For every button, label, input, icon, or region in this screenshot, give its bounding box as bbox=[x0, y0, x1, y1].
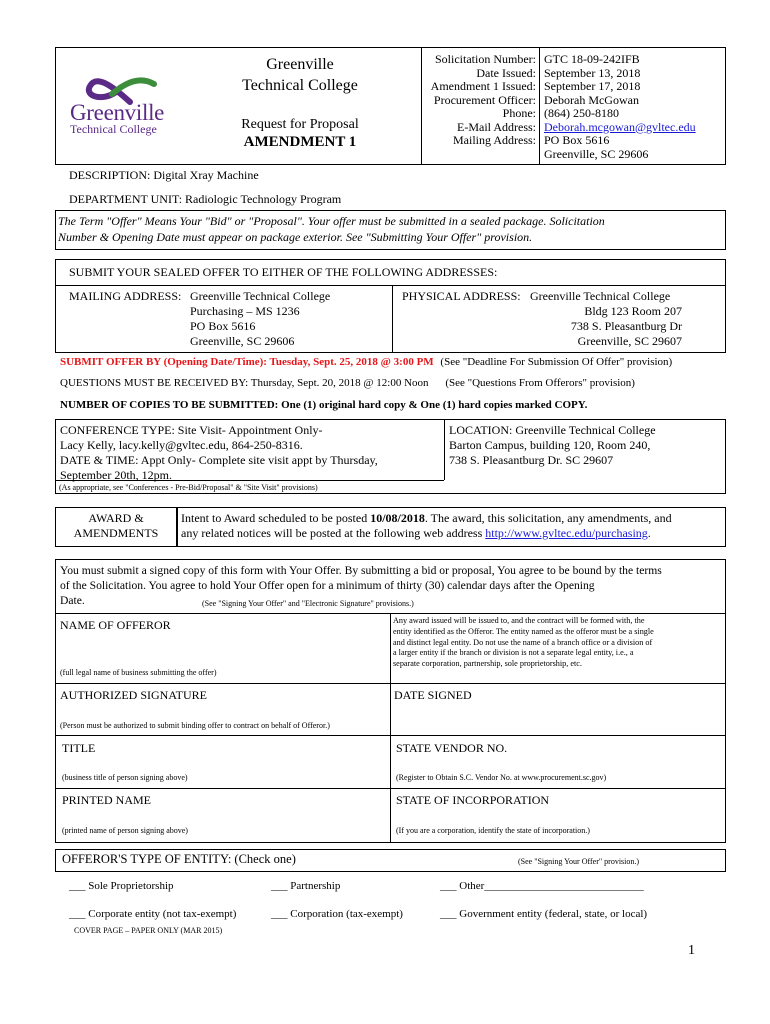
signed-copy-line1: You must submit a signed copy of this form with Your Offer. By submitting a bid or proposal, You agree to be bound by the terms bbox=[60, 564, 662, 577]
label-phone: Phone: bbox=[502, 106, 536, 120]
title-note: (business title of person signing above) bbox=[62, 773, 188, 782]
questions-note: (See "Questions From Offerors" provision) bbox=[445, 377, 635, 389]
award-issue-line: a larger entity if the branch or division is not a separate legal entity, i.e., a bbox=[393, 648, 634, 658]
incorporation-field[interactable]: STATE OF INCORPORATION bbox=[396, 793, 550, 807]
column-divider bbox=[390, 613, 391, 843]
entity-option-partnership[interactable]: ___ Partnership bbox=[271, 880, 341, 892]
printed-name-note: (printed name of person signing above) bbox=[62, 826, 188, 835]
vendor-note: (Register to Obtain S.C. Vendor No. at www.procurement.sc.gov) bbox=[396, 773, 607, 782]
row-divider bbox=[55, 735, 726, 736]
address-divider bbox=[392, 285, 393, 353]
entity-note: (See "Signing Your Offer" provision.) bbox=[518, 857, 640, 866]
label-amendment-issued: Amendment 1 Issued: bbox=[430, 79, 536, 93]
copies-label: NUMBER OF COPIES TO BE SUBMITTED: bbox=[60, 399, 279, 411]
signed-copy-note: (See "Signing Your Offer" and "Electronic Signature" provisions.) bbox=[202, 599, 414, 608]
award-text-end: . bbox=[647, 526, 651, 540]
award-issue-line: entity identified as the Offeror. The entity named as the offeror must be a single bbox=[393, 626, 654, 636]
offeror-name-field[interactable]: NAME OF OFFEROR bbox=[60, 618, 171, 632]
procurement-officer: Deborah McGowan bbox=[544, 92, 639, 107]
award-text-pre: Intent to Award scheduled to be posted bbox=[181, 511, 371, 525]
authorized-signature-field[interactable]: AUTHORIZED SIGNATURE bbox=[60, 688, 207, 702]
offer-note-line2: Number & Opening Date must appear on package exterior. See "Submitting Your Offer" provision. bbox=[58, 230, 533, 244]
label-mailing: Mailing Address: bbox=[453, 133, 536, 147]
email-link[interactable]: Deborah.mcgowan@gvltec.edu bbox=[544, 119, 696, 134]
physical-address bbox=[530, 289, 682, 349]
conference-details bbox=[60, 423, 378, 483]
signed-copy-line2: of the Solicitation. You agree to hold Your Offer open for a minimum of thirty (30) calendar days after the Opening bbox=[60, 579, 595, 592]
entity-option-sole-proprietorship[interactable]: ___ Sole Proprietorship bbox=[69, 880, 174, 892]
award-date: 10/08/2018 bbox=[370, 511, 425, 525]
award-text-line2: any related notices will be posted at the following web address bbox=[181, 526, 486, 540]
logo-text-bottom: Technical College bbox=[70, 122, 157, 136]
incorporation-note: (If you are a corporation, identify the state of incorporation.) bbox=[396, 826, 590, 835]
location-line: 738 S. Pleasantburg Dr. SC 29607 bbox=[449, 453, 614, 467]
logo-text-top: Greenville bbox=[70, 100, 165, 125]
conference-note: (As appropriate, see "Conferences - Pre-Bid/Proposal" & "Site Visit" provisions) bbox=[59, 483, 318, 492]
award-label-line1: AWARD & bbox=[88, 511, 144, 525]
submit-header: SUBMIT YOUR SEALED OFFER TO EITHER OF THE FOLLOWING ADDRESSES: bbox=[69, 265, 498, 279]
questions bbox=[60, 377, 635, 389]
physical-address-line: 738 S. Pleasantburg Dr bbox=[570, 319, 682, 333]
award-label-line2: AMENDMENTS bbox=[73, 526, 159, 540]
mailing-address-line: Greenville, SC 29606 bbox=[190, 334, 295, 348]
label-date-issued: Date Issued: bbox=[476, 65, 536, 80]
submit-by-deadline: SUBMIT OFFER BY (Opening Date/Time): Tuesday, Sept. 25, 2018 @ 3:00 PM bbox=[60, 356, 434, 368]
conference-location bbox=[449, 423, 656, 468]
location-line: LOCATION: Greenville Technical College bbox=[449, 423, 656, 437]
solicitation-values bbox=[544, 53, 724, 161]
entity-option-corporate[interactable]: ___ Corporate entity (not tax-exempt) bbox=[69, 908, 237, 920]
phone: (864) 250-8180 bbox=[544, 106, 619, 120]
physical-address-line: Greenville Technical College bbox=[530, 289, 671, 303]
award-label bbox=[55, 511, 177, 541]
state-vendor-field[interactable]: STATE VENDOR NO. bbox=[396, 741, 508, 755]
college-name-line2: Technical College bbox=[242, 77, 358, 94]
row-divider bbox=[55, 683, 726, 684]
award-text-mid: . The award, this solicitation, any amendments, and bbox=[424, 511, 672, 525]
questions-deadline: QUESTIONS MUST BE RECEIVED BY: Thursday, Sept. 20, 2018 @ 12:00 Noon bbox=[60, 377, 429, 389]
award-text bbox=[181, 511, 672, 541]
date-issued: September 13, 2018 bbox=[544, 65, 641, 80]
offeror-name-note: (full legal name of business submitting the offer) bbox=[60, 668, 217, 677]
location-line: Barton Campus, building 120, Room 240, bbox=[449, 438, 651, 452]
signed-copy-line3: Date. bbox=[60, 594, 85, 607]
solicitation-divider bbox=[539, 47, 540, 165]
entity-header: OFFEROR'S TYPE OF ENTITY: (Check one) bbox=[62, 852, 296, 866]
purchasing-link[interactable]: http://www.gvltec.edu/purchasing bbox=[485, 526, 648, 540]
physical-address-line: Bldg 123 Room 207 bbox=[584, 304, 682, 318]
entity-option-other[interactable]: ___ Other_____________________________ bbox=[440, 880, 644, 892]
mailing-line1: PO Box 5616 bbox=[544, 133, 610, 147]
description: DESCRIPTION: Digital Xray Machine bbox=[69, 168, 259, 182]
mailing-address-line: Greenville Technical College bbox=[190, 289, 331, 303]
award-issue-text bbox=[393, 616, 654, 670]
conference-line: September 20th, 12pm. bbox=[60, 468, 172, 482]
college-name-line1: Greenville bbox=[266, 56, 334, 73]
mailing-address-line: Purchasing – MS 1236 bbox=[190, 304, 300, 318]
submit-divider bbox=[55, 285, 726, 286]
physical-address-line: Greenville, SC 29607 bbox=[577, 334, 682, 348]
copies bbox=[60, 399, 587, 411]
printed-name-field[interactable]: PRINTED NAME bbox=[62, 793, 151, 807]
solicitation-number: GTC 18-09-242IFB bbox=[544, 52, 640, 66]
entity-option-government[interactable]: ___ Government entity (federal, state, or local) bbox=[440, 908, 648, 920]
date-signed-field[interactable]: DATE SIGNED bbox=[394, 688, 472, 702]
award-issue-line: and distinct legal entity. Do not use the name of a branch office or a division of bbox=[393, 637, 653, 647]
solicitation-labels bbox=[424, 53, 536, 148]
amendment-label: AMENDMENT 1 bbox=[243, 134, 357, 150]
mailing-address-line: PO Box 5616 bbox=[190, 319, 256, 333]
title-field[interactable]: TITLE bbox=[62, 741, 96, 755]
award-issue-line: separate corporation, partnership, sole proprietorship, etc. bbox=[393, 659, 582, 669]
submit-by-note: (See "Deadline For Submission Of Offer" provision) bbox=[440, 356, 673, 368]
header-divider bbox=[421, 47, 422, 165]
mailing-address bbox=[190, 289, 330, 349]
copies-value: One (1) original hard copy & One (1) hard copies marked COPY. bbox=[281, 399, 588, 411]
conference-divider bbox=[444, 419, 445, 480]
department: DEPARTMENT UNIT: Radiologic Technology Program bbox=[69, 192, 342, 206]
mailing-line2: Greenville, SC 29606 bbox=[544, 146, 649, 161]
amendment-issued: September 17, 2018 bbox=[544, 79, 641, 93]
rfp-label: Request for Proposal bbox=[241, 117, 359, 132]
offer-note-line1: The Term "Offer" Means Your "Bid" or "Proposal". Your offer must be submitted in a sealed package. Solicitation bbox=[58, 214, 605, 228]
label-procurement-officer: Procurement Officer: bbox=[433, 92, 536, 107]
conference-line: CONFERENCE TYPE: Site Visit- Appointment Only- bbox=[60, 423, 323, 437]
page-number: 1 bbox=[688, 943, 695, 958]
offer-note bbox=[58, 213, 605, 245]
college-name bbox=[180, 54, 420, 96]
college-logo bbox=[68, 72, 178, 136]
cover-page-note: COVER PAGE – PAPER ONLY (MAR 2015) bbox=[74, 926, 223, 935]
conference-line: Lacy Kelly, lacy.kelly@gvltec.edu, 864-250-8316. bbox=[60, 438, 303, 452]
label-email: E-Mail Address: bbox=[457, 119, 536, 134]
physical-label: PHYSICAL ADDRESS: bbox=[402, 289, 521, 303]
mailing-label: MAILING ADDRESS: bbox=[69, 289, 182, 303]
row-divider bbox=[55, 788, 726, 789]
label-solicitation-number: Solicitation Number: bbox=[435, 52, 536, 66]
award-issue-line: Any award issued will be issued to, and the contract will be formed with, the bbox=[393, 616, 645, 625]
submit-by bbox=[60, 356, 672, 368]
signature-note: (Person must be authorized to submit binding offer to contract on behalf of Offeror.) bbox=[60, 721, 330, 730]
conference-line: DATE & TIME: Appt Only- Complete site visit appt by Thursday, bbox=[60, 453, 378, 467]
entity-option-corporation-tax-exempt[interactable]: ___ Corporation (tax-exempt) bbox=[271, 908, 403, 920]
